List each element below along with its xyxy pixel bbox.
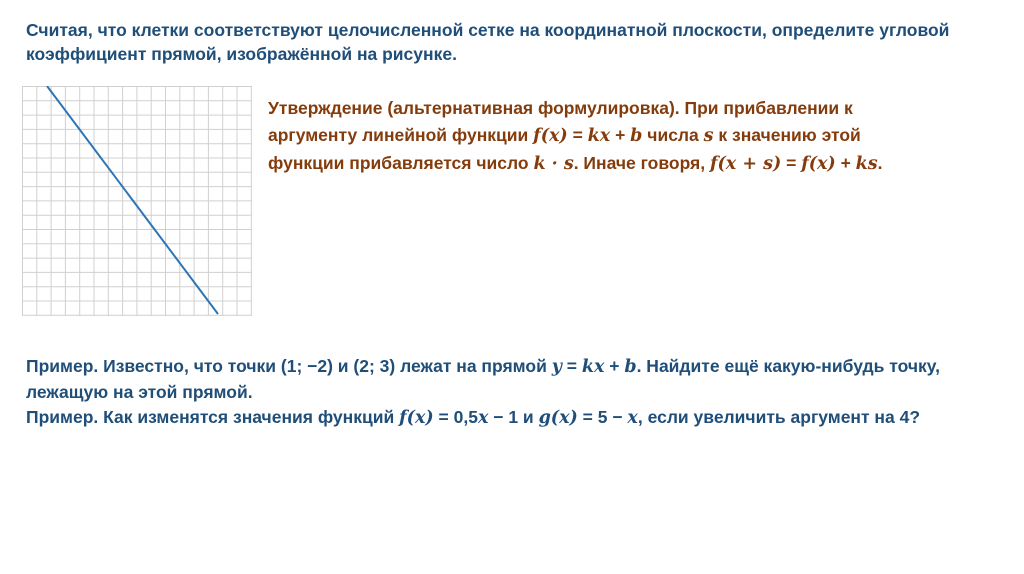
example-1: Пример. Известно, что точки (1; −2) и (2; 3) лежат на прямой y = kx + b. Найдите ещё какую-нибудь точку, лежащую на этой прямой. xyxy=(26,356,941,402)
example-2: Пример. Как изменятся значения функций f(x) = 0,5x − 1 и g(x) = 5 − x, если увеличить аргумент на 4? xyxy=(26,407,921,428)
grid-figure xyxy=(22,86,252,316)
task-text: Считая, что клетки соответствуют целочисленной сетке на координатной плоскости, определите угловой коэффициент прямой, изображённой на рисунке. xyxy=(26,20,950,64)
statement-paragraph: Утверждение (альтернативная формулировка). При прибавлении к аргументу линейной функции f(x) = kx + b числа s к значению этой функции прибавляется число k · s. Иначе говоря, f(x + s) = f(x) + ks. xyxy=(268,98,883,174)
plotted-line xyxy=(47,86,218,314)
examples-block xyxy=(26,354,1016,431)
coordinate-grid xyxy=(22,86,252,316)
